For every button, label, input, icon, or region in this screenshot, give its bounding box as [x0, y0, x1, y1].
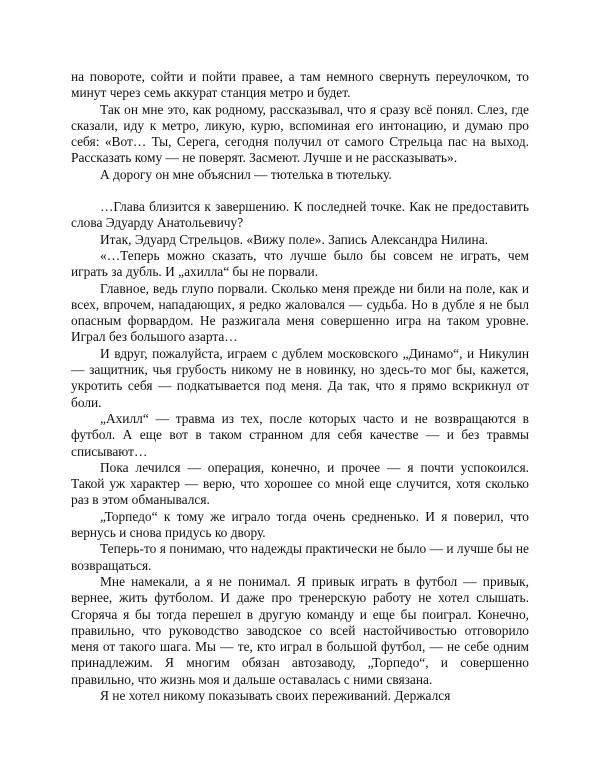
paragraph-13: Мне намекали, а я не понимал. Я привык играть в футбол — привык, вернее, жить футболом. И даже про тренерскую работу не хотел слышать. Сгоряча я бы тогда перешел в другую команду и еще бы поиграл. Конечно, правильно, что руководство заводское со всей настойчивостью отговорило меня от такого шага. Мы — те, кто играл в большой футбол, — не себе одним принадлежим. Я многим обязан автозаводу, „Торпедо“, и совершенно правильно, что жизнь моя и дальше оставалась с ними связана. [71, 573, 529, 687]
document-page [71, 69, 529, 704]
paragraph-14: Я не хотел никому показывать своих переживаний. Держался [100, 687, 451, 703]
paragraph-11: „Торпедо“ к тому же играло тогда очень средненько. И я поверил, что вернусь и снова придусь ко двору. [71, 508, 529, 541]
paragraph-10: Пока лечился — операция, конечно, и прочее — я почти успокоился. Такой уж характер — верю, что хорошее со мной еще случится, хотя сколько раз в этом обманывался. [71, 459, 529, 508]
paragraph-5: Итак, Эдуард Стрельцов. «Вижу поле». Запись Александра Нилина. [100, 231, 488, 247]
paragraph-8: И вдруг, пожалуйста, играем с дублем московского „Динамо“, и Никулин — защитник, чья грубость никому не в новинку, но здесь-то мог бы, кажется, укротить себя — подкатывается под меня. Да так, что я прямо вскрикнул от боли. [71, 345, 529, 410]
paragraph-1: на повороте, сойти и пойти правее, а там немного свернуть переулочком, то минут через семь аккурат станция метро и будет. [71, 69, 529, 101]
paragraph-7: Главное, ведь глупо порвали. Сколько меня прежде ни били на поле, как и всех, впрочем, нападающих, я редко жаловался — судьба. Но в дубле я не был опасным форвардом. Не разжигала меня совершенно игра на таком уровне. Играл без большого азарта… [71, 280, 529, 345]
paragraph-9: „Ахилл“ — травма из тех, после которых часто и не возвращаются в футбол. А еще вот в таком странном для себя качестве — и без травмы списывают… [71, 410, 529, 459]
paragraph-6: «…Теперь можно сказать, что лучше было бы совсем не играть, чем играть за дубль. И „ахилла“ бы не порвали. [71, 247, 529, 280]
paragraph-4: …Глава близится к завершению. К последней точке. Как не предоставить слова Эдуарду Анатольевичу? [71, 199, 529, 231]
paragraph-12: Теперь-то я понимаю, что надежды практически не было — и лучше бы не возвращаться. [71, 541, 529, 573]
paragraph-3: А дорогу он мне объяснил — тютелька в тютельку. [100, 166, 392, 182]
paragraph-2: Так он мне это, как родному, рассказывал, что я сразу всё понял. Слез, где сказали, иду к метро, ликую, курю, вспоминая его интонацию, и думаю про себя: «Вот… Ты, Серега, сегодня получил от самого Стрельца пас на выход. Рассказать кому — не поверят. Засмеют. Лучше и не рассказывать». [71, 101, 529, 166]
section-gap [71, 183, 529, 199]
